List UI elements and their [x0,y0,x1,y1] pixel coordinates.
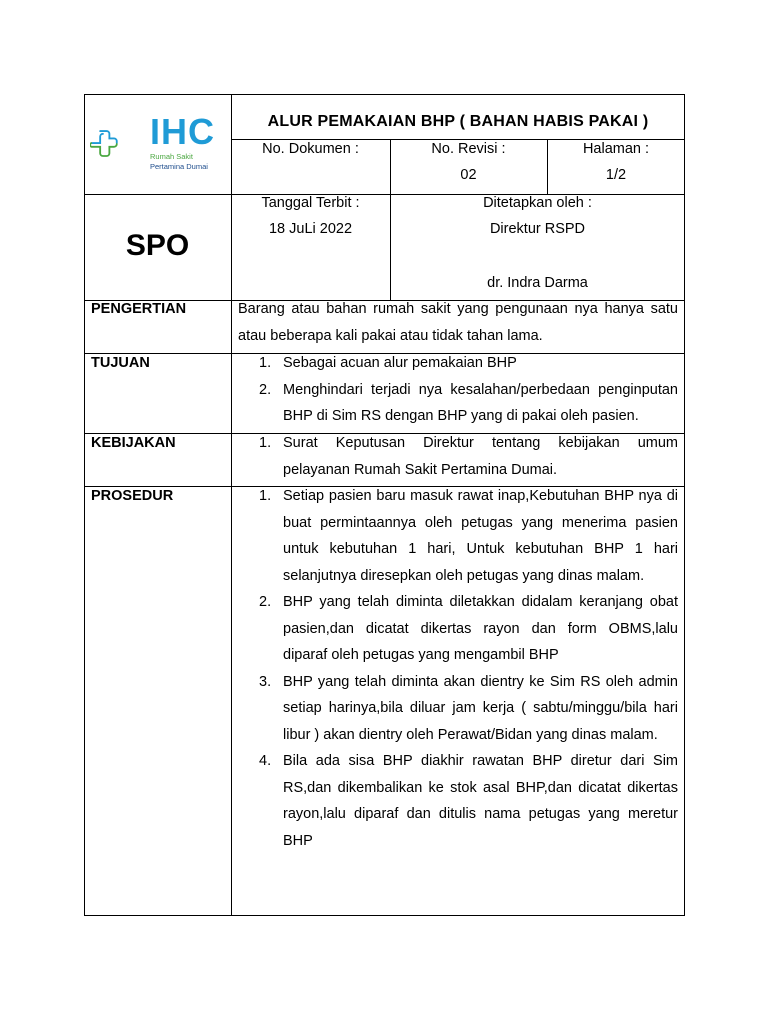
document-title: ALUR PEMAKAIAN BHP ( BAHAN HABIS PAKAI ) [267,113,649,130]
tanggal-terbit-value: 18 JuLi 2022 [268,221,353,237]
logo-line2: Pertamina Dumai [150,162,208,171]
item-text: Sebagai acuan alur pemakaian BHP [283,355,517,371]
no-revisi-label: No. Revisi : [431,141,506,157]
kebijakan-label: KEBIJAKAN [91,435,176,451]
halaman-value: 1/2 [605,167,627,183]
cross-logo-icon [90,112,150,176]
list-item [231,350,678,377]
logo-line1: Rumah Sakit [150,152,193,161]
no-revisi-value: 02 [460,167,477,183]
prosedur-label: PROSEDUR [91,488,174,504]
item-number: 2. [259,381,272,398]
halaman-label: Halaman : [582,141,650,157]
list-item [231,589,678,669]
item-number: 4. [259,753,272,769]
item-text: Bila ada sisa BHP diakhir rawatan BHP diretur dari Sim RS,dan dikembalikan ke stok asal BHP,dan dicatat dikertas rayon,lalu diparaf dan ditulis nama petugas yang meretur BHP [283,753,678,849]
item-text: Menghindari terjadi nya kesalahan/perbedaan penginputan BHP di Sim RS dengan BHP yang di pakai oleh pasien. [283,381,678,424]
item-number: 3. [259,673,272,690]
logo [150,112,215,172]
tujuan-list [231,350,678,430]
ditetapkan-value: Direktur RSPD [489,221,586,237]
item-number: 1. [259,355,272,371]
list-item [231,430,678,483]
list-item [231,377,678,430]
prosedur-list [231,483,678,854]
item-text: Surat Keputusan Direktur tentang kebijakan umum pelayanan Rumah Sakit Pertamina Dumai. [283,435,678,478]
item-text: BHP yang telah diminta diletakkan didalam keranjang obat pasien,dan dicatat dikertas rayon dan form OBMS,lalu diparaf oleh petugas yang mengambil BHP [283,594,678,663]
item-text: Setiap pasien baru masuk rawat inap,Kebutuhan BHP nya di buat permintaannya oleh petugas yang menerima pasien untuk kebutuhan 1 hari, Untuk kebutuhan BHP 1 hari selanjutnya diresepkan oleh petugas yang dinas malam. [283,488,678,584]
kebijakan-list [231,430,678,483]
item-number: 1. [259,488,272,504]
tanggal-terbit-label: Tanggal Terbit : [261,195,360,211]
tujuan-label: TUJUAN [91,355,150,371]
item-number: 1. [259,435,272,451]
item-number: 2. [259,594,272,610]
item-text: BHP yang telah diminta akan dientry ke Sim RS oleh admin setiap harinya,bila diluar jam kerja ( sabtu/minggu/bila hari libur ) akan dientry oleh Perawat/Bidan yang dinas malam. [283,673,678,743]
pengertian-text: Barang atau bahan rumah sakit yang pengunaan nya hanya satu atau beberapa kali pakai atau tidak tahan lama. [238,301,678,344]
spo-label: SPO [125,229,190,262]
ditetapkan-label: Ditetapkan oleh : [483,195,592,211]
list-item [231,748,678,854]
list-item [231,669,678,749]
pengertian-label: PENGERTIAN [91,301,187,317]
signer-name: dr. Indra Darma [487,275,588,291]
logo-title: IHC [150,111,215,152]
list-item [231,483,678,589]
no-dokumen-label: No. Dokumen : [262,141,359,157]
